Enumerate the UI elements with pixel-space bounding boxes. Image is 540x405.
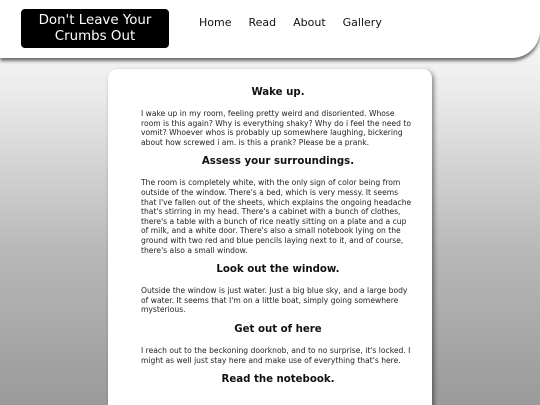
site-logo[interactable] <box>21 9 169 48</box>
section-text: I wake up in my room, feeling pretty weird and disoriented. Whose room is this again? Why is everything shaky? Why do i feel the need to vomit? Whoever whos is probably up somewhere laughing, bickering about how screwed i am. is this a prank? Please be a prank. <box>141 109 411 147</box>
story-section-wake-up <box>141 87 415 147</box>
story-section-window <box>141 264 415 315</box>
story-section-get-out <box>141 324 415 365</box>
section-text: Outside the window is just water. Just a big blue sky, and a large body of water. It seems that I'm on a little boat, simply going somewhere mysterious. <box>141 286 408 315</box>
main-nav <box>199 16 399 30</box>
section-text: The room is completely white, with the only sign of color being from outside of the window. There's a bed, which is very messy. It seems that I've fallen out of the sheets, which explains the ongoing headache that's stirring in my head. There's a cabinet with a bunch of clothes, there's a table with a bunch of rice neatly sitting on a plate and a cup of milk, and a white door. There's also a small notebook lying on the ground with two red and blue pencils laying next to it, and of course, there's also a small window. <box>141 178 412 255</box>
section-text: I reach out to the beckoning doorknob, and to no surprise, it's locked. I might as well just stay here and make use of everything that's here. <box>141 345 411 365</box>
section-title: Look out the window. <box>216 264 340 276</box>
nav-link-read[interactable]: Read <box>248 16 277 29</box>
site-header <box>0 0 540 58</box>
story-section-assess <box>141 156 415 255</box>
nav-link-home[interactable]: Home <box>199 16 232 29</box>
section-title: Wake up. <box>251 87 305 98</box>
nav-link-about[interactable]: About <box>293 16 326 29</box>
story-section-notebook <box>141 374 415 386</box>
section-title: Assess your surroundings. <box>201 156 355 168</box>
story-card <box>108 69 432 405</box>
nav-link-gallery[interactable]: Gallery <box>342 16 382 29</box>
section-title: Read the notebook. <box>221 374 335 386</box>
section-title: Get out of here <box>234 323 322 335</box>
site-logo-text: Don't Leave Your Crumbs Out <box>38 12 152 44</box>
